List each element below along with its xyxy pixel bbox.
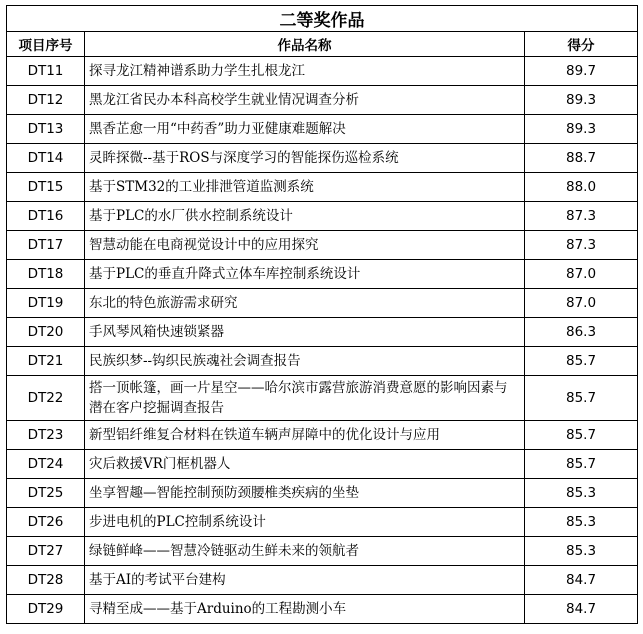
award-table xyxy=(6,5,638,624)
row-name: 搭一顶帐篷，画一片星空——哈尔滨市露营旅游消费意愿的影响因素与潜在客户挖掘调查报告 xyxy=(85,376,525,421)
table-row xyxy=(7,115,638,144)
header-id: 项目序号 xyxy=(7,32,85,57)
table-row xyxy=(7,202,638,231)
row-id: DT15 xyxy=(7,173,85,202)
row-name: 基于PLC的水厂供水控制系统设计 xyxy=(85,202,525,231)
table-row xyxy=(7,376,638,421)
row-name: 基于PLC的垂直升降式立体车库控制系统设计 xyxy=(85,260,525,289)
table-row xyxy=(7,479,638,508)
row-name: 民族织梦--钩织民族魂社会调查报告 xyxy=(85,347,525,376)
table-row xyxy=(7,86,638,115)
table-row xyxy=(7,595,638,624)
row-name: 黑香芷愈一用“中药香”助力亚健康难题解决 xyxy=(85,115,525,144)
table-body xyxy=(7,57,638,624)
row-id: DT21 xyxy=(7,347,85,376)
row-name: 灵眸探微--基于ROS与深度学习的智能探伤巡检系统 xyxy=(85,144,525,173)
row-id: DT22 xyxy=(7,376,85,421)
row-name: 灾后救援VR门框机器人 xyxy=(85,450,525,479)
row-id: DT17 xyxy=(7,231,85,260)
row-name: 步进电机的PLC控制系统设计 xyxy=(85,508,525,537)
row-score: 89.7 xyxy=(525,57,638,86)
row-id: DT24 xyxy=(7,450,85,479)
row-id: DT18 xyxy=(7,260,85,289)
header-score: 得分 xyxy=(525,32,638,57)
table-row xyxy=(7,231,638,260)
table-row xyxy=(7,318,638,347)
table-row xyxy=(7,144,638,173)
row-score: 85.3 xyxy=(525,537,638,566)
row-score: 86.3 xyxy=(525,318,638,347)
row-id: DT16 xyxy=(7,202,85,231)
table-row xyxy=(7,508,638,537)
table-row xyxy=(7,537,638,566)
row-id: DT11 xyxy=(7,57,85,86)
table-row xyxy=(7,173,638,202)
row-score: 87.3 xyxy=(525,202,638,231)
row-score: 87.3 xyxy=(525,231,638,260)
row-score: 85.3 xyxy=(525,479,638,508)
row-name: 绿链鲜峰——智慧冷链驱动生鲜未来的领航者 xyxy=(85,537,525,566)
row-score: 87.0 xyxy=(525,260,638,289)
table-row xyxy=(7,421,638,450)
row-name: 智慧动能在电商视觉设计中的应用探究 xyxy=(85,231,525,260)
row-score: 84.7 xyxy=(525,595,638,624)
row-id: DT14 xyxy=(7,144,85,173)
row-name: 黑龙江省民办本科高校学生就业情况调查分析 xyxy=(85,86,525,115)
table-row xyxy=(7,260,638,289)
row-score: 85.7 xyxy=(525,347,638,376)
table-row xyxy=(7,57,638,86)
row-name: 基于STM32的工业排泄管道监测系统 xyxy=(85,173,525,202)
row-id: DT20 xyxy=(7,318,85,347)
row-name: 手风琴风箱快速锁紧器 xyxy=(85,318,525,347)
row-score: 85.7 xyxy=(525,421,638,450)
row-id: DT27 xyxy=(7,537,85,566)
row-id: DT26 xyxy=(7,508,85,537)
row-score: 88.7 xyxy=(525,144,638,173)
row-id: DT28 xyxy=(7,566,85,595)
award-table-container xyxy=(6,5,637,624)
row-name: 东北的特色旅游需求研究 xyxy=(85,289,525,318)
row-score: 89.3 xyxy=(525,86,638,115)
row-name: 基于AI的考试平台建构 xyxy=(85,566,525,595)
row-score: 89.3 xyxy=(525,115,638,144)
row-id: DT23 xyxy=(7,421,85,450)
row-name: 新型铝纤维复合材料在铁道车辆声屏障中的优化设计与应用 xyxy=(85,421,525,450)
header-name: 作品名称 xyxy=(85,32,525,57)
table-title: 二等奖作品 xyxy=(7,6,638,32)
table-row xyxy=(7,289,638,318)
row-name: 寻精至成——基于Arduino的工程勘测小车 xyxy=(85,595,525,624)
table-row xyxy=(7,566,638,595)
row-id: DT29 xyxy=(7,595,85,624)
row-score: 85.7 xyxy=(525,450,638,479)
row-score: 88.0 xyxy=(525,173,638,202)
table-row xyxy=(7,347,638,376)
row-name: 探寻龙江精神谱系助力学生扎根龙江 xyxy=(85,57,525,86)
row-id: DT19 xyxy=(7,289,85,318)
row-score: 84.7 xyxy=(525,566,638,595)
row-score: 85.7 xyxy=(525,376,638,421)
row-score: 87.0 xyxy=(525,289,638,318)
row-id: DT13 xyxy=(7,115,85,144)
row-id: DT12 xyxy=(7,86,85,115)
row-score: 85.3 xyxy=(525,508,638,537)
row-name: 坐享智趣—智能控制预防颈腰椎类疾病的坐垫 xyxy=(85,479,525,508)
table-header-row xyxy=(7,32,638,57)
table-row xyxy=(7,450,638,479)
table-title-row xyxy=(7,6,638,32)
row-id: DT25 xyxy=(7,479,85,508)
